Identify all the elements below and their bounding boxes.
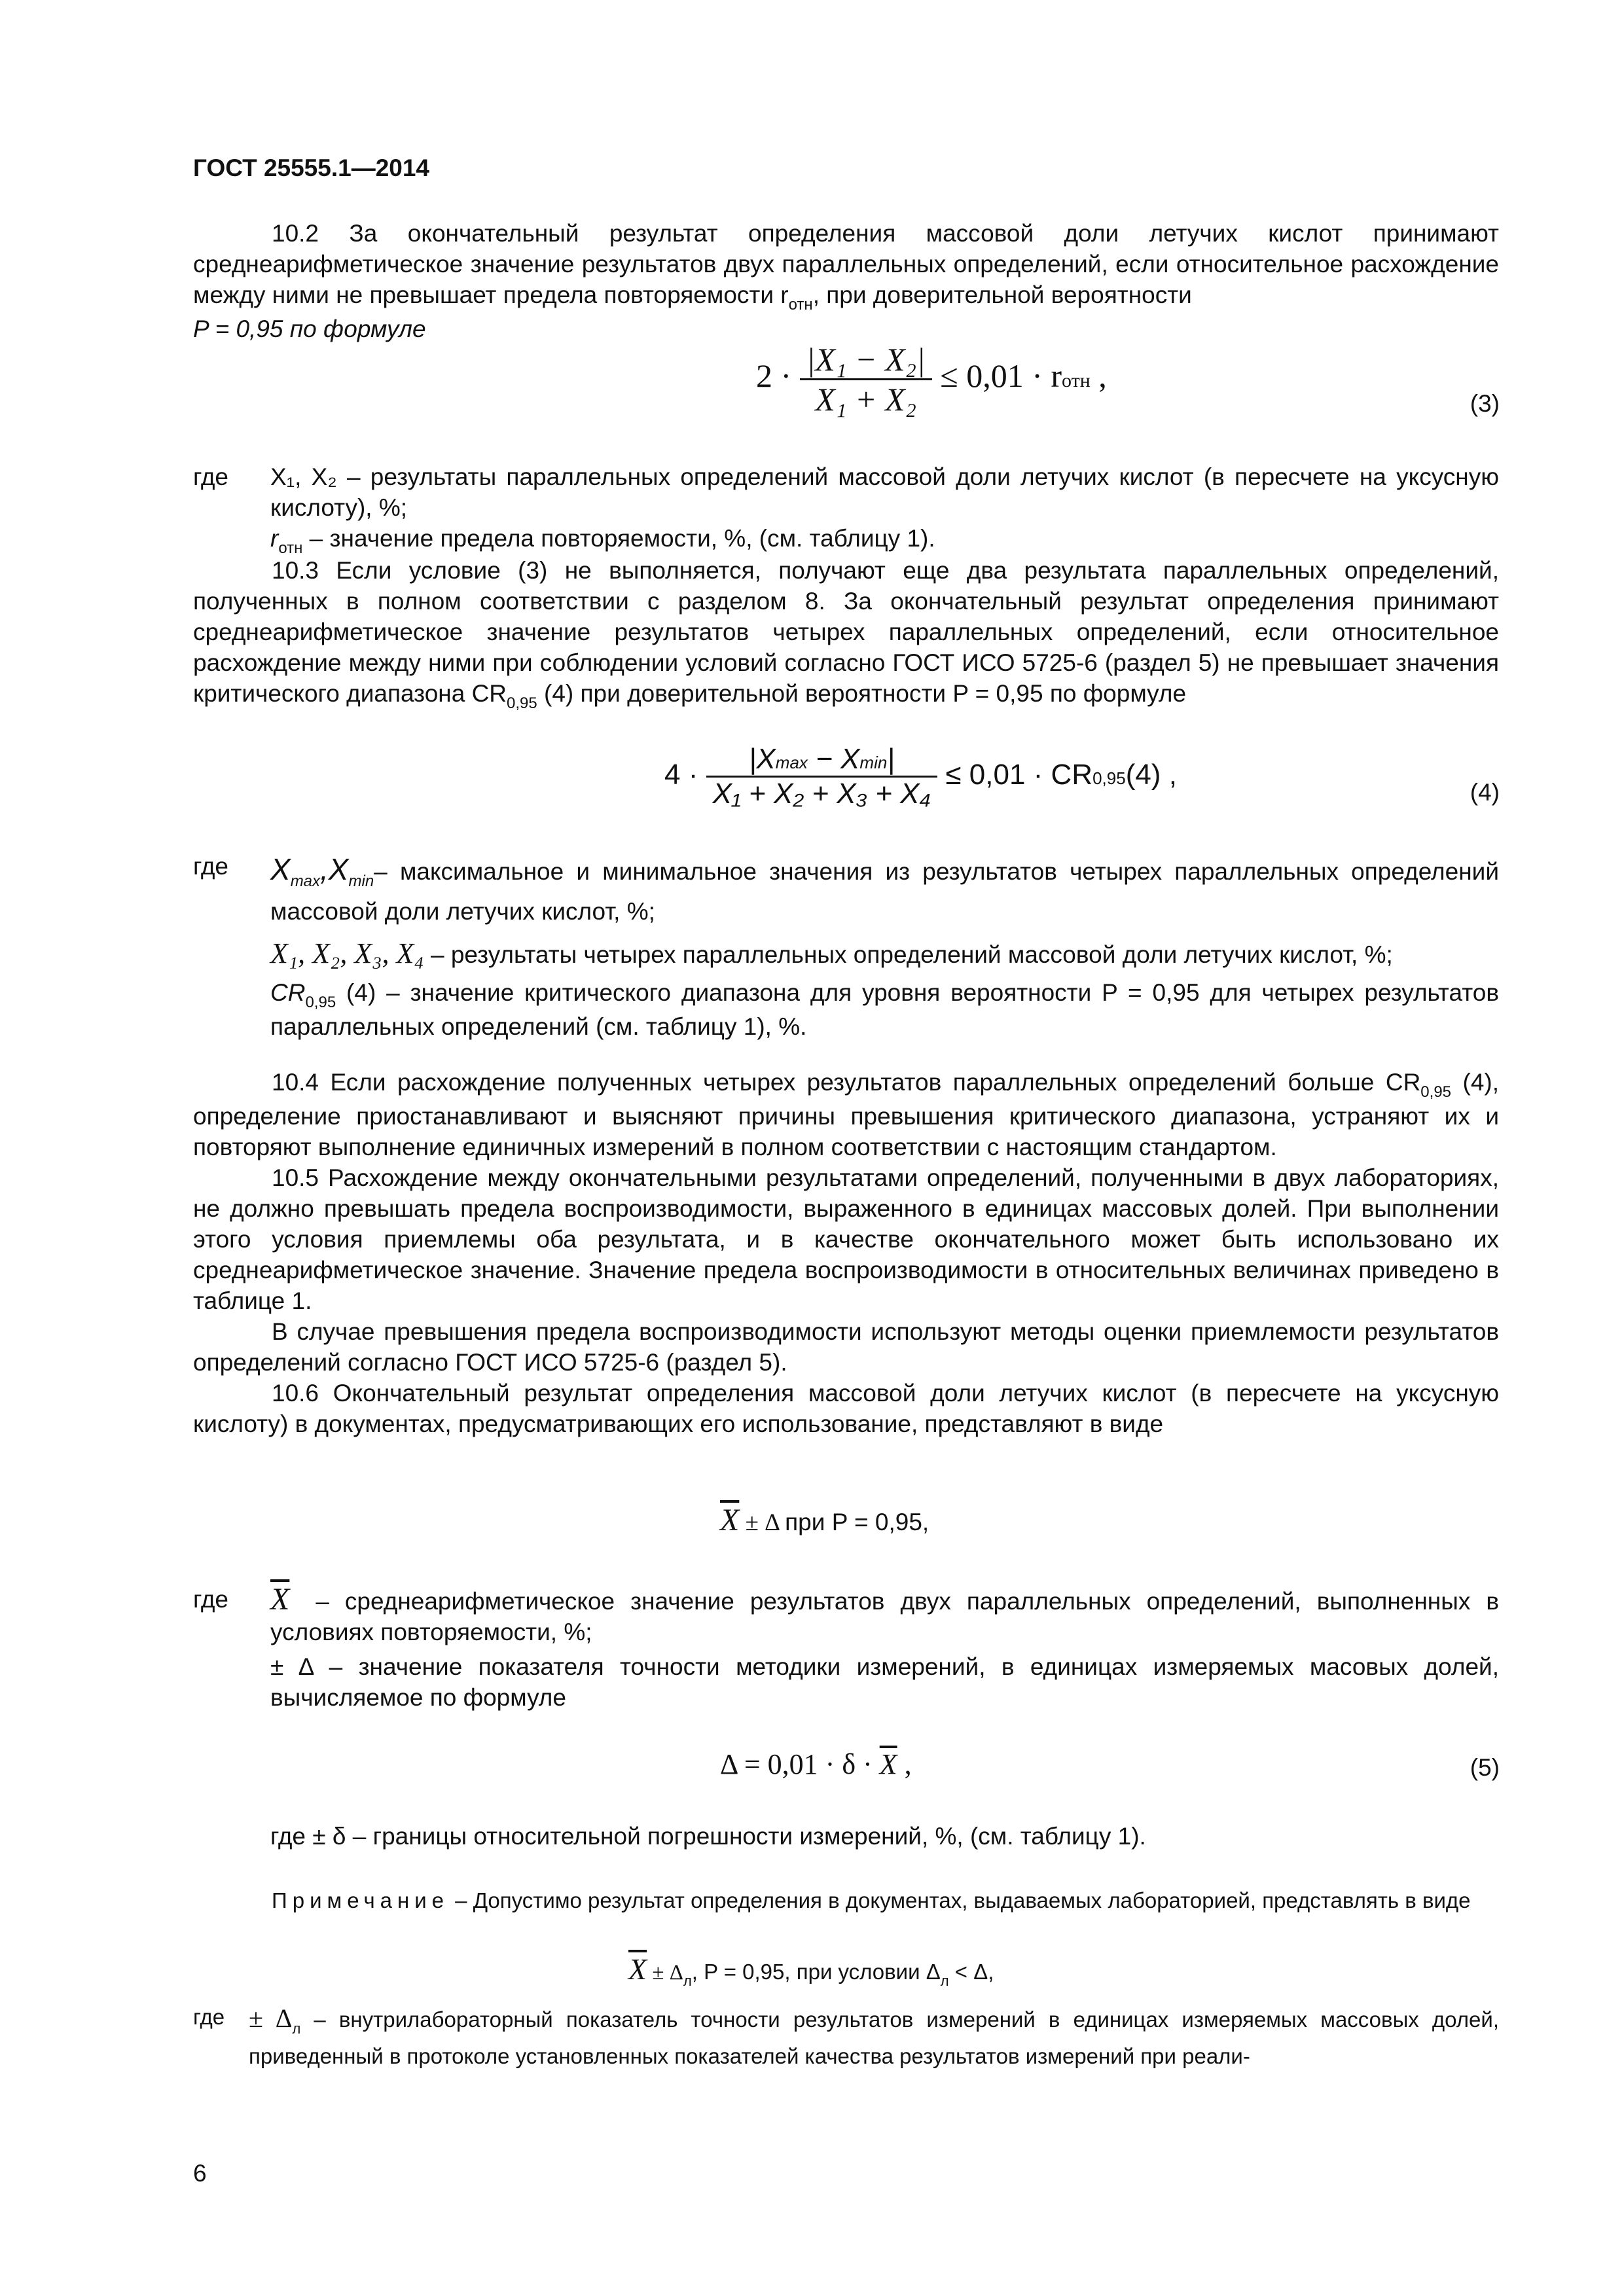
delta-definition: где ± δ – границы относительной погрешности измерений, %, (см. таблицу 1). bbox=[270, 1823, 1146, 1850]
document-header: ГОСТ 25555.1—2014 bbox=[193, 154, 430, 181]
formula-4-number: (4) bbox=[1470, 779, 1500, 806]
formula-5-number: (5) bbox=[1470, 1754, 1500, 1781]
page-number: 6 bbox=[193, 2160, 207, 2187]
result-expression: $\overline{X} \pm \Delta$ при P = 0,95, bbox=[720, 1503, 929, 1537]
clause-10-4-10-5 bbox=[193, 1067, 1499, 1439]
clause-10-5-text: 10.5 Расхождение между окончательными результатами определений, полученными в двух лабораториях, не должно превышать предела воспроизводимости, выраженного в единицах массовых долей. При выполнении этого условия приемлемы оба результата, и в качестве окончательного может быть использовано их среднеарифметическое значение. Значение предела воспроизводимости в относительных величинах приведено в таблице 1. bbox=[193, 1164, 1499, 1314]
where-label-4: где bbox=[193, 853, 229, 880]
formula-3-number: (3) bbox=[1470, 390, 1500, 417]
note-label: Примечание bbox=[272, 1888, 450, 1912]
clause-10-4-text: 10.4 Если расхождение полученных четырех результатов параллельных определений больше $CR_{0,95}$ (4), определение приостанавливают и выясняют причины превышения критического диапазона, устраняют их и повторяют выполнение единичных измерений в полном соответствии с настоящим стандартом. bbox=[193, 1069, 1500, 1160]
note-expression: $\overline{X} \pm \Delta_л$, P = 0,95, при условии $\Delta_л < \Delta$, bbox=[628, 1952, 994, 1989]
formula-4: 4 · $\frac{|Xmax - Xmin|}{\text{X₁ + X₂ + X₃ + X₄}}$ ≤ 0,01 · CR0,95(4) , bbox=[664, 743, 1177, 810]
where-body-4: $X_{max},X_{min}-$ максимальное и минимальное значения из результатов четырех параллельных определений массовой доли летучих кислот, %; X₁, X₂, X₃, X₄ – результаты четырех параллельных определений массовой доли летучих кислот, %; $CR_{0,95}$ (4) – значение критического диапазона для уровня вероятности P = 0,95 для четырех результатов параллельных определений (см. таблицу 1), %. bbox=[270, 852, 1499, 1040]
clause-10-6-text: 10.6 Окончательный результат определения массовой доли летучих кислот (в пересчете на уксусную кислоту) в документах, предусматривающих его использование, представляют в виде bbox=[193, 1380, 1499, 1437]
clause-10-2 bbox=[193, 218, 1499, 344]
clause-10-5-continued: В случае превышения предела воспроизводимости используют методы оценки приемлемости результатов определений согласно ГОСТ ИСО 5725-6 (раздел 5). bbox=[193, 1318, 1499, 1376]
formula-3-fraction: $\frac{\text{|X₁ − X₂|}}{\text{X₁ + X₂}}$ bbox=[800, 340, 932, 418]
note-where-body: ± $\Delta_л$ – внутрилабораторный показатель точности результатов измерений в единицах измеряемых массовых долей, приведенный в протоколе установленных показателей качества результатов измерений при реали- bbox=[249, 2003, 1500, 2068]
formula-5: $\Delta = 0,01 \cdot \delta \cdot \overline{X}$ , bbox=[720, 1748, 912, 1780]
where-label-5: где bbox=[193, 1586, 229, 1613]
where-body-3: X₁, X₂ – результаты параллельных определений массовой доли летучих кислот (в пересчете на уксусную кислоту), %; $r_{отн}$ – значение предела повторяемости, %, (см. таблицу 1). bbox=[270, 463, 1499, 557]
clause-10-3-text: 10.3 Если условие (3) не выполняется, получают еще два результата параллельных определений, полученных в полном соответствии с разделом 8. За окончательный результат определения принимают среднеарифметическое значение результатов четырех параллельных определений, если относительное расхождение между ними при соблюдении условий согласно ГОСТ ИСО 5725-6 (раздел 5) не превышает значения критического диапазона $CR_{0,95}$ (4) при доверительной вероятности P = 0,95 по формуле bbox=[193, 557, 1499, 712]
formula-3: 2 · $\frac{\text{|X₁ − X₂|}}{\text{X₁ + X₂}}$ ≤ 0,01 · rотн , bbox=[756, 341, 1107, 418]
formula-4-fraction: $\frac{|Xmax - Xmin|}{\text{X₁ + X₂ + X₃ + X₄}}$ bbox=[706, 743, 938, 810]
clause-10-2-text: 10.2 За окончательный результат определения массовой доли летучих кислот принимают среднеарифметическое значение результатов двух параллельных определений, если относительное расхождение между ними не превышает предела повторяемости $r_{отн}$, при доверительной вероятности P = 0,95 по формуле bbox=[193, 220, 1499, 342]
note-where-label: где bbox=[193, 2005, 225, 2029]
where-body-5: $\overline{X}$ – среднеарифметическое значение результатов двух параллельных определений, выполненных в условиях повторяемости, %; ± Δ – значение показателя точности методики измерений, в единицах измеряемых масовых долей, вычисляемое по формуле bbox=[270, 1582, 1499, 1711]
where-label-3: где bbox=[193, 463, 229, 490]
clause-10-3 bbox=[193, 555, 1499, 712]
note-block: Примечание – Допустимо результат определения в документах, выдаваемых лабораторией, представлять в виде bbox=[272, 1888, 1471, 1912]
